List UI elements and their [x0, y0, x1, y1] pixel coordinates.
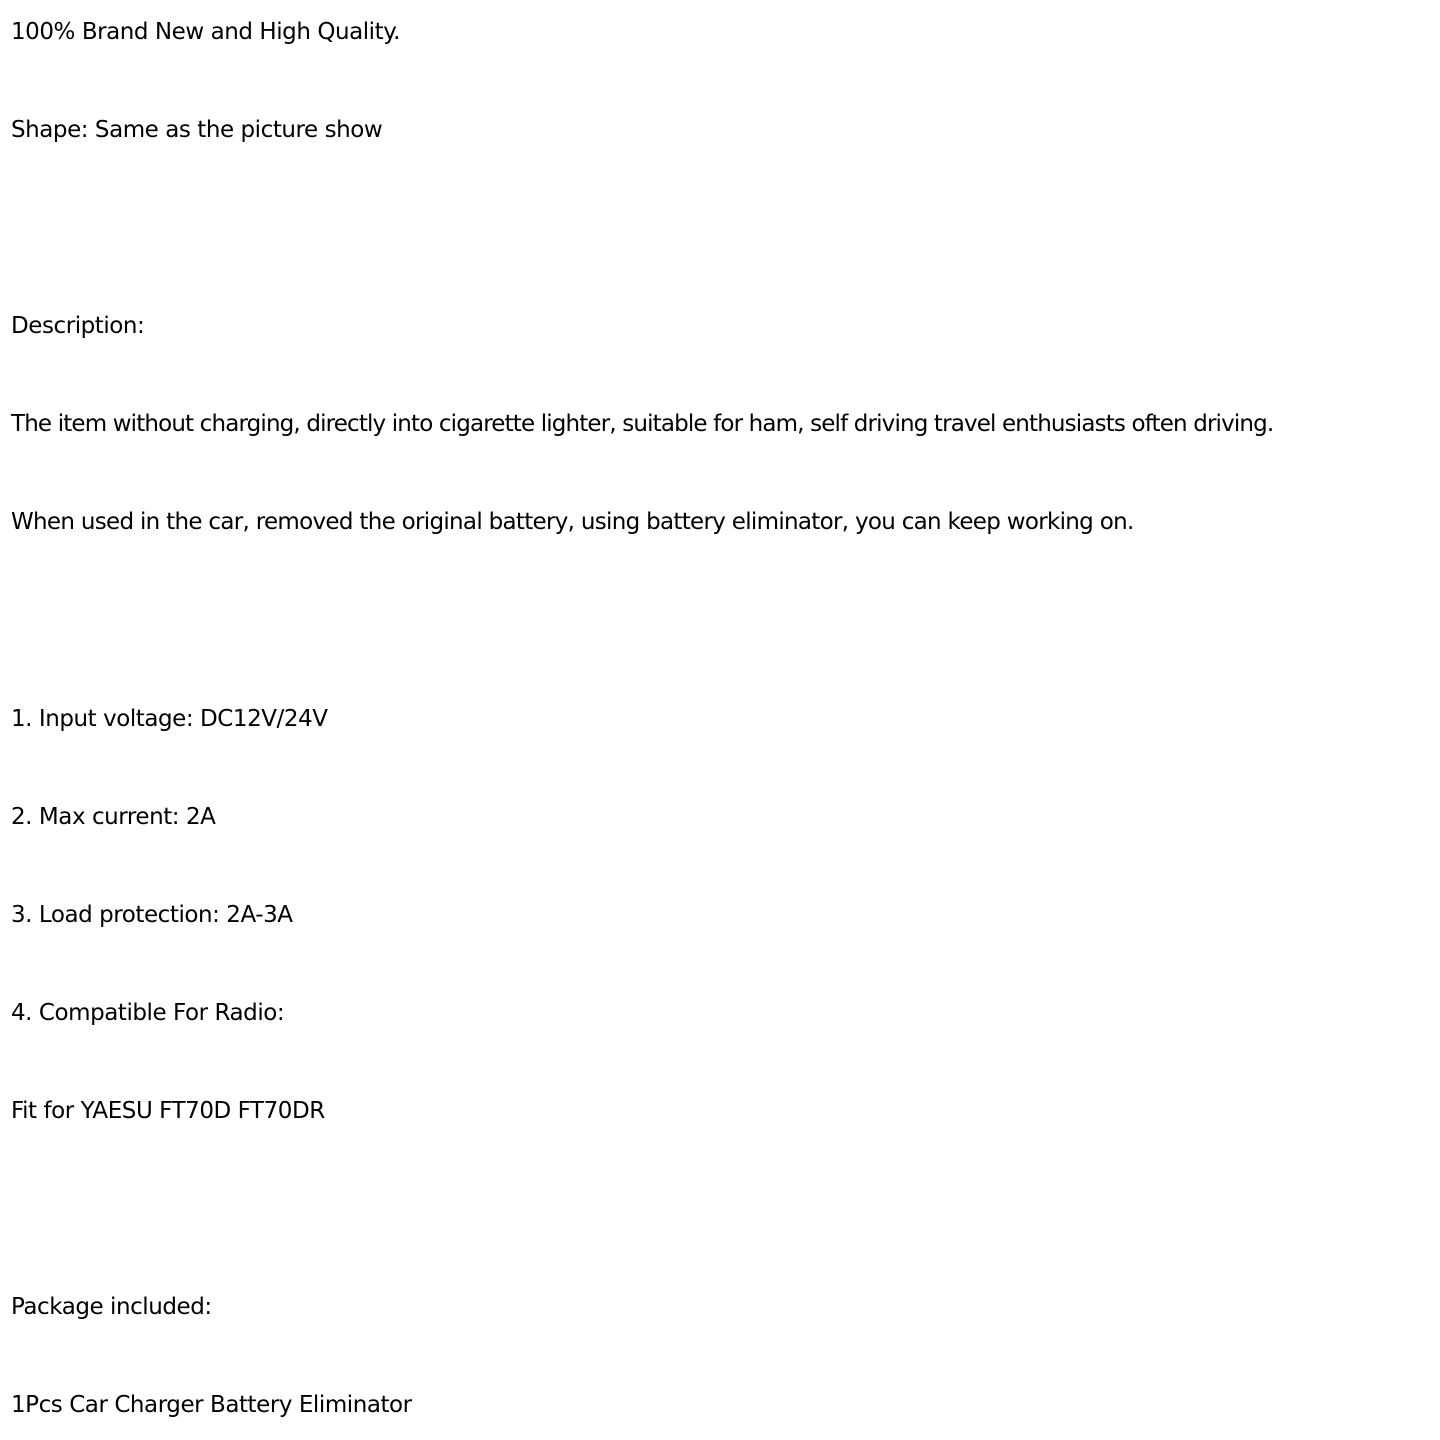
- compatible-models: Fit for YAESU FT70D FT70DR: [11, 1098, 325, 1124]
- spec-item-input-voltage: 1. Input voltage: DC12V/24V: [11, 706, 328, 732]
- description-heading: Description:: [11, 313, 145, 339]
- spec-item-compatible-radio: 4. Compatible For Radio:: [11, 1000, 285, 1026]
- spec-item-max-current: 2. Max current: 2A: [11, 804, 216, 830]
- description-paragraph: The item without charging, directly into cigarette lighter, suitable for ham, self driving travel enthusiasts often driving.: [11, 411, 1274, 437]
- package-heading: Package included:: [11, 1294, 212, 1320]
- spec-item-load-protection: 3. Load protection: 2A-3A: [11, 902, 293, 928]
- description-paragraph: When used in the car, removed the original battery, using battery eliminator, you can keep working on.: [11, 509, 1134, 535]
- shape-statement: Shape: Same as the picture show: [11, 117, 383, 143]
- quality-statement: 100% Brand New and High Quality.: [11, 19, 400, 45]
- package-item: 1Pcs Car Charger Battery Eliminator: [11, 1392, 412, 1418]
